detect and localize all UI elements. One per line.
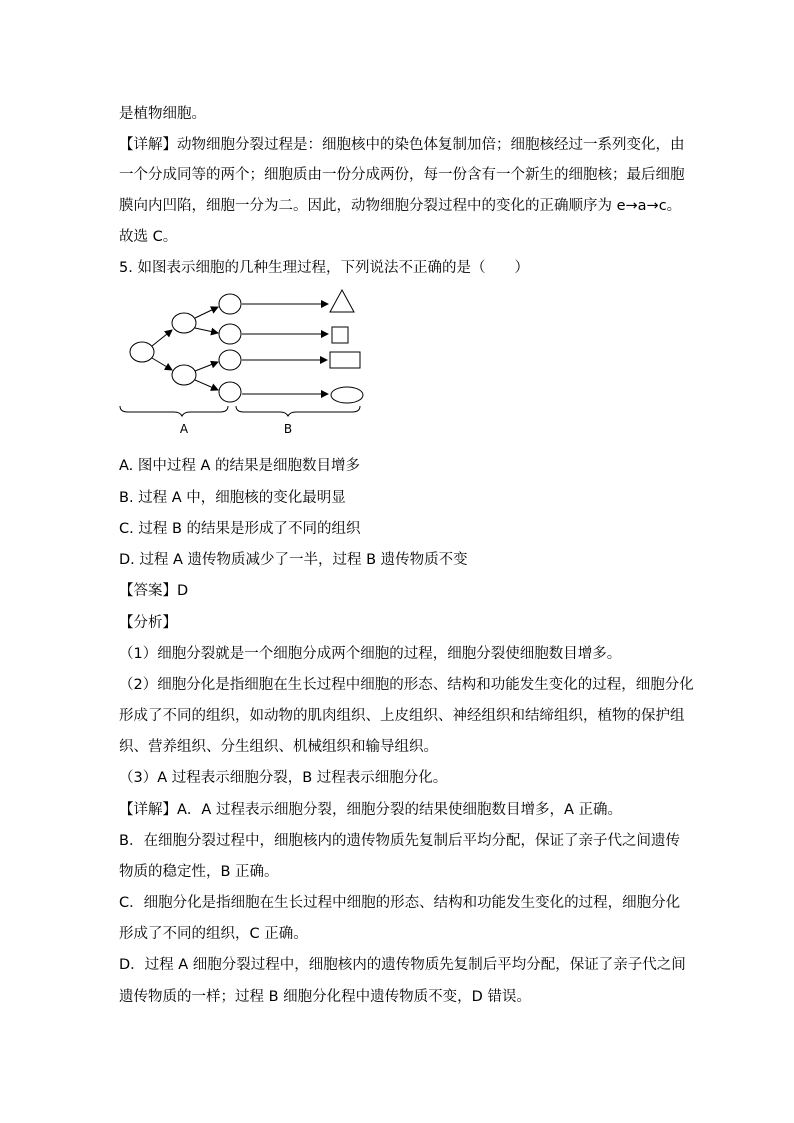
cell-division-4	[219, 324, 241, 344]
analysis-line: （1）细胞分裂就是一个细胞分成两个细胞的过程，细胞分裂使细胞数目增多。	[119, 646, 622, 662]
triangle-cell	[330, 290, 354, 312]
analysis-line: 织、营养组织、分生组织、机械组织和输导组织。	[119, 739, 438, 755]
label-a: A	[179, 422, 189, 436]
cell-division-2	[172, 365, 196, 385]
cell-division-5	[219, 350, 241, 370]
rectangle-cell	[330, 352, 360, 368]
cell-process-diagram	[114, 282, 384, 442]
explanation-line: 遗传物质的一样；过程 B 细胞分化程中遗传物质不变，D 错误。	[119, 989, 531, 1005]
option-b: B. 过程 A 中，细胞核的变化最明显	[119, 490, 346, 506]
label-b: B	[283, 422, 293, 436]
option-d: D. 过程 A 遗传物质减少了一半，过程 B 遗传物质不变	[119, 552, 468, 568]
analysis-line: 形成了不同的组织，如动物的肌肉组织、上皮组织、神经组织和结缔组织，植物的保护组	[119, 708, 685, 724]
option-a: A. 图中过程 A 的结果是细胞数目增多	[119, 458, 361, 474]
analysis-line: （3）A 过程表示细胞分裂，B 过程表示细胞分化。	[119, 770, 448, 786]
analysis-line: （2）细胞分化是指细胞在生长过程中细胞的形态、结构和功能发生变化的过程，细胞分化	[119, 677, 694, 693]
explanation-line: 形成了不同的组织，C 正确。	[119, 926, 308, 942]
text-line: 故选 C。	[119, 229, 178, 245]
explanation-line: C．细胞分化是指细胞在生长过程中细胞的形态、结构和功能发生变化的过程，细胞分化	[119, 895, 681, 911]
question-stem: 5. 如图表示细胞的几种生理过程，下列说法不正确的是（ ）	[119, 260, 529, 276]
explanation-line: B．在细胞分裂过程中，细胞核内的遗传物质先复制后平均分配，保证了亲子代之间遗传	[119, 833, 680, 849]
option-c: C. 过程 B 的结果是形成了不同的组织	[119, 521, 361, 537]
cell-division-3	[219, 294, 241, 314]
division-arrow	[152, 358, 172, 370]
analysis-heading: 【分析】	[119, 615, 177, 631]
division-arrow	[195, 307, 218, 318]
ellipse-cell	[331, 387, 363, 403]
division-arrow	[152, 330, 172, 346]
brace-a	[120, 406, 228, 416]
text-line: 【详解】动物细胞分裂过程是：细胞核中的染色体复制加倍；细胞核经过一系列变化，由	[119, 137, 685, 153]
explanation-line: 物质的稳定性，B 正确。	[119, 864, 279, 880]
explanation-line: D．过程 A 细胞分裂过程中，细胞核内的遗传物质先复制后平均分配，保证了亲子代之间	[119, 957, 686, 973]
square-cell	[332, 327, 348, 343]
cell-original	[130, 342, 154, 362]
brace-b	[236, 406, 360, 416]
division-arrow	[195, 380, 218, 390]
division-arrow	[195, 328, 218, 333]
explanation-line: 【详解】A．A 过程表示细胞分裂，细胞分裂的结果使细胞数目增多，A 正确。	[119, 802, 622, 818]
text-line: 膜向内凹陷，细胞一分为二。因此，动物细胞分裂过程中的变化的正确顺序为 e→a→c。	[119, 198, 682, 214]
text-line: 一个分成同等的两个；细胞质由一份分成两份，每一份含有一个新生的细胞核；最后细胞	[119, 167, 685, 183]
cell-division-1	[172, 313, 196, 333]
answer: 【答案】D	[119, 583, 189, 599]
text-line: 是植物细胞。	[119, 106, 206, 122]
division-arrow	[195, 362, 218, 371]
cell-division-6	[219, 382, 241, 402]
